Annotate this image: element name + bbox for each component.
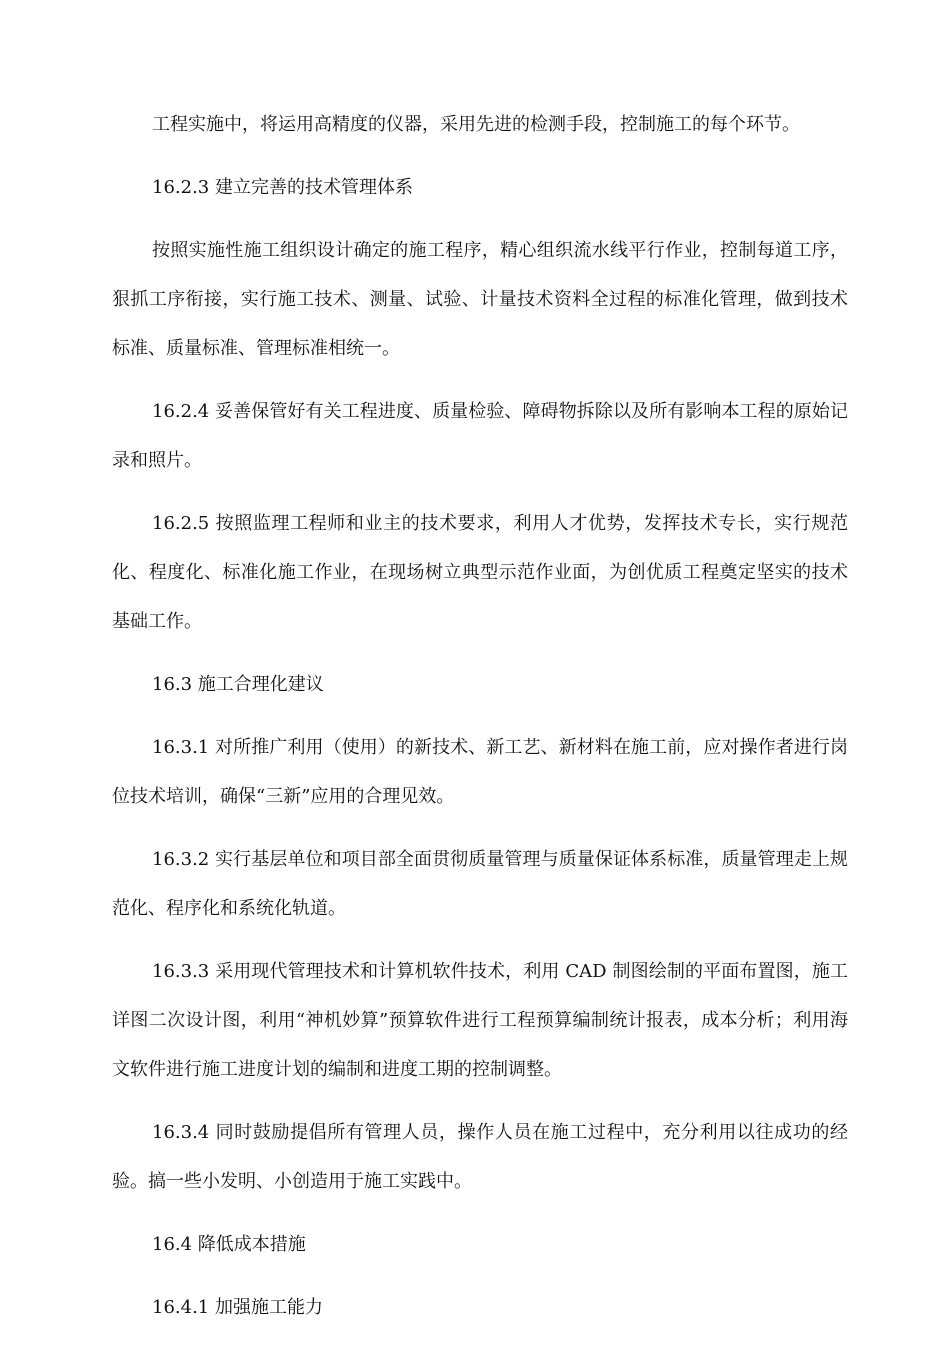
paragraph-16-2-5: 16.2.5 按照监理工程师和业主的技术要求，利用人才优势，发挥技术专长，实行规范化、程度化、标准化施工作业，在现场树立典型示范作业面，为创优质工程奠定坚实的技术基础工作。 xyxy=(112,513,848,632)
heading-16-4: 16.4 降低成本措施 xyxy=(152,1234,306,1255)
heading-16-4-1: 16.4.1 加强施工能力 xyxy=(152,1297,323,1318)
paragraph-16-3-3: 16.3.3 采用现代管理技术和计算机软件技术，利用 CAD 制图绘制的平面布置图，施工详图二次设计图，利用“神机妙算”预算软件进行工程预算编制统计报表，成本分析；利用海文软件进行施工进度计划的编制和进度工期的控制调整。 xyxy=(112,961,848,1080)
paragraph-16-3-1: 16.3.1 对所推广利用（使用）的新技术、新工艺、新材料在施工前，应对操作者进行岗位技术培训，确保“三新”应用的合理见效。 xyxy=(112,737,848,807)
paragraph-16-3-4: 16.3.4 同时鼓励提倡所有管理人员，操作人员在施工过程中，充分利用以往成功的经验。搞一些小发明、小创造用于施工实践中。 xyxy=(112,1122,848,1192)
paragraph-technical-management: 按照实施性施工组织设计确定的施工程序，精心组织流水线平行作业，控制每道工序，狠抓工序衔接，实行施工技术、测量、试验、计量技术资料全过程的标准化管理，做到技术标准、质量标准、管理标准相统一。 xyxy=(112,240,848,359)
paragraph-16-2-4: 16.2.4 妥善保管好有关工程进度、质量检验、障碍物拆除以及所有影响本工程的原始记录和照片。 xyxy=(112,401,848,471)
heading-16-3: 16.3 施工合理化建议 xyxy=(152,674,324,695)
paragraph-16-3-2: 16.3.2 实行基层单位和项目部全面贯彻质量管理与质量保证体系标准，质量管理走上规范化、程序化和系统化轨道。 xyxy=(112,849,848,919)
paragraph-construction-precision: 工程实施中，将运用高精度的仪器，采用先进的检测手段，控制施工的每个环节。 xyxy=(152,114,800,135)
heading-16-2-3: 16.2.3 建立完善的技术管理体系 xyxy=(152,177,413,198)
document-body xyxy=(112,100,848,1346)
